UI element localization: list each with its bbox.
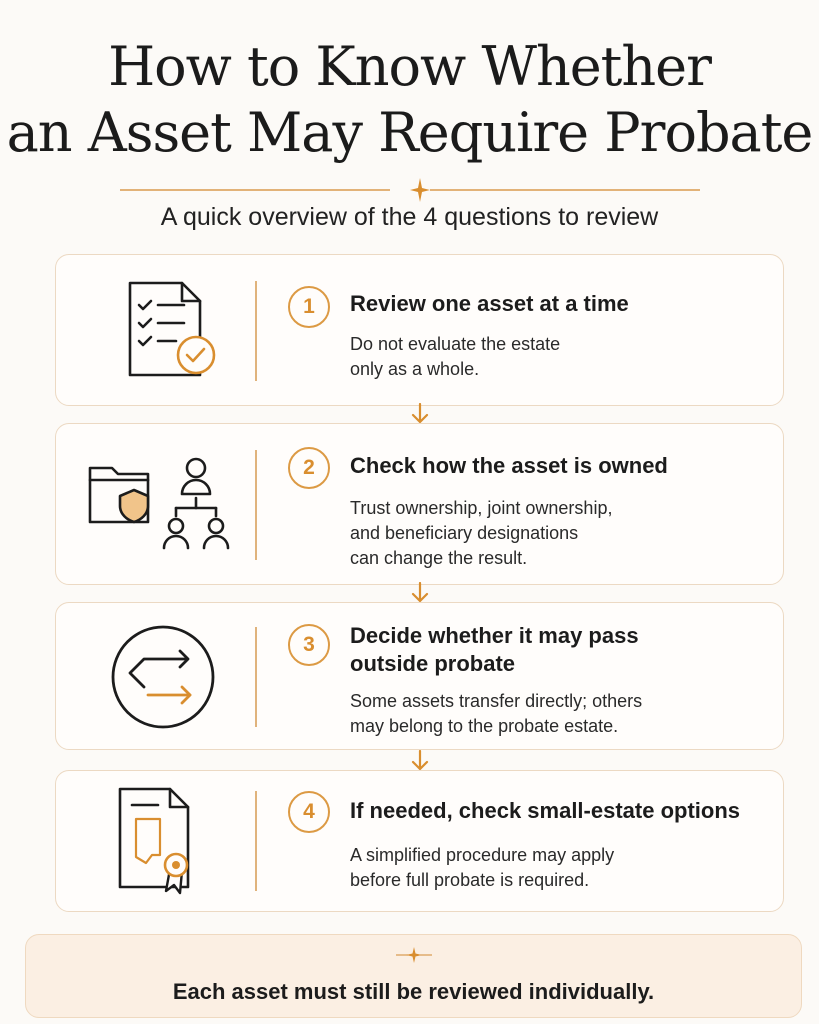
step-description-line: only as a whole. [350, 359, 480, 379]
checklist-document-icon [86, 279, 246, 383]
folder-shield-people-icon [86, 450, 256, 562]
subtitle: A quick overview of the 4 questions to review [160, 203, 659, 231]
step-number-badge: 1 [288, 286, 330, 328]
step-description [350, 689, 760, 739]
sparkle-icon [396, 947, 432, 963]
page-title-line-1: How to Know Whether [108, 35, 711, 98]
step-title-line: Decide whether it may pass [350, 623, 639, 648]
footer-text: Each asset must still be reviewed individually. [172, 979, 655, 1004]
step-description [350, 496, 760, 571]
down-arrow-icon [410, 403, 430, 425]
step-description-line: may belong to the probate estate. [350, 716, 619, 736]
card-separator [255, 450, 257, 560]
step-title-line: outside probate [350, 651, 516, 676]
step-title: Review one asset at a time [350, 291, 629, 316]
step-number-badge: 2 [288, 447, 330, 489]
down-arrow-icon [410, 582, 430, 604]
step-description-line: before full probate is required. [350, 870, 590, 890]
step-description-line: A simplified procedure may apply [350, 845, 615, 865]
card-separator [255, 791, 257, 891]
transfer-arrows-icon [86, 623, 246, 731]
step-description-line: Some assets transfer directly; others [350, 691, 643, 711]
footer-note [25, 934, 802, 1018]
step-description [350, 332, 760, 382]
step-description-line: Do not evaluate the estate [350, 334, 561, 354]
step-card-4 [55, 770, 784, 912]
card-separator [255, 627, 257, 727]
step-description [350, 843, 760, 893]
sparkle-icon [410, 178, 430, 202]
step-description-line: and beneficiary designations [350, 523, 579, 543]
state-certificate-icon [86, 785, 246, 897]
step-number-badge: 3 [288, 624, 330, 666]
step-number-badge: 4 [288, 791, 330, 833]
step-card-3 [55, 602, 784, 750]
step-card-2 [55, 423, 784, 585]
step-title: If needed, check small-estate options [350, 798, 741, 823]
step-card-1 [55, 254, 784, 406]
down-arrow-icon [410, 750, 430, 772]
step-description-line: Trust ownership, joint ownership, [350, 498, 613, 518]
step-description-line: can change the result. [350, 548, 528, 568]
step-title [350, 622, 760, 678]
card-separator [255, 281, 257, 381]
page-title-line-2: an Asset May Require Probate [6, 101, 813, 164]
step-title: Check how the asset is owned [350, 453, 668, 478]
